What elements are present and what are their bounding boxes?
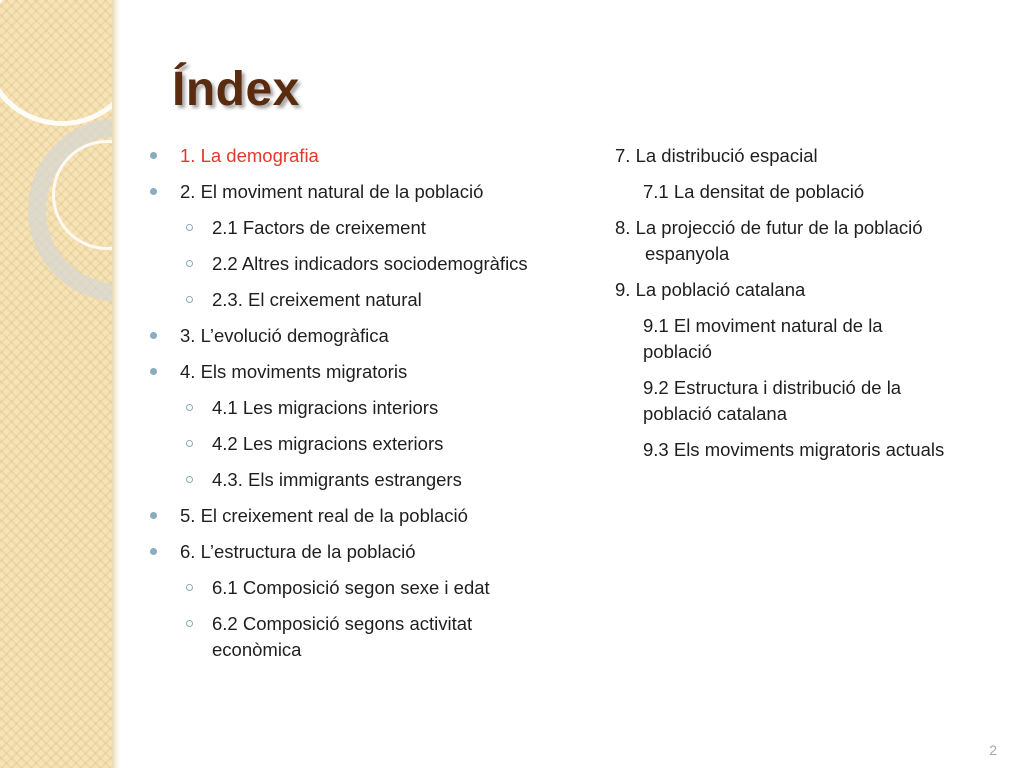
side-band-edge [112,0,121,768]
index-item-label: 4. Els moviments migratoris [180,361,408,382]
index-right-column [615,143,1005,473]
index-item-2-3[interactable] [150,287,550,313]
sub-bullet-icon [186,404,193,411]
bullet-icon [150,548,157,555]
index-item-4-3[interactable] [150,467,550,493]
index-item-3[interactable] [150,323,550,349]
index-item-9-1[interactable] [615,313,943,365]
index-item-label: 9.2 Estructura i distribució de la població catalana [643,377,902,424]
sub-bullet-icon [186,296,193,303]
index-item-6-2[interactable] [150,611,550,663]
index-item-6[interactable] [150,539,550,565]
index-item-label: 6.1 Composició segon sexe i edat [212,577,490,598]
sub-bullet-icon [186,260,193,267]
index-item-9[interactable] [615,277,1005,303]
index-item-label: 6. L’estructura de la població [180,541,416,562]
index-item-label: 9.1 El moviment natural de la població [643,315,883,362]
index-item-9-2[interactable] [615,375,943,427]
index-item-2-2[interactable] [150,251,550,277]
decorative-circle-icon [0,0,112,126]
index-item-label: 1. La demografia [180,145,319,166]
slide-title: Índex [172,63,300,116]
index-item-4-2[interactable] [150,431,550,457]
index-item-label: 4.3. Els immigrants estrangers [212,469,462,490]
index-item-label: 4.2 Les migracions exteriors [212,433,444,454]
index-item-label: 3. L’evolució demogràfica [180,325,389,346]
index-item-7[interactable] [615,143,1005,169]
index-left-column [150,143,550,673]
bullet-icon [150,368,157,375]
decorative-side-band [0,0,112,768]
index-item-label: 2.1 Factors de creixement [212,217,426,238]
index-item-label: 9.3 Els moviments migratoris actuals [643,439,945,460]
index-item-4-1[interactable] [150,395,550,421]
sub-bullet-icon [186,584,193,591]
index-item-6-1[interactable] [150,575,550,601]
index-item-9-3[interactable] [615,437,1005,463]
index-item-label: 6.2 Composició segons activitat econòmica [212,613,473,660]
bullet-icon [150,188,157,195]
bullet-icon [150,332,157,339]
sub-bullet-icon [186,440,193,447]
index-item-label: 5. El creixement real de la població [180,505,468,526]
index-item-label: 8. La projecció de futur de la població [615,217,923,238]
sub-bullet-icon [186,620,193,627]
index-item-label-continuation: espanyola [645,243,730,264]
index-item-5[interactable] [150,503,550,529]
index-item-label: 2. El moviment natural de la població [180,181,484,202]
index-item-7-1[interactable] [615,179,1005,205]
index-item-label: 9. La població catalana [615,279,806,300]
index-item-label: 4.1 Les migracions interiors [212,397,439,418]
sub-bullet-icon [186,224,193,231]
index-item-1[interactable] [150,143,550,169]
index-item-label: 2.3. El creixement natural [212,289,422,310]
page-number: 2 [989,742,997,758]
index-item-8[interactable] [615,215,1005,267]
index-item-label: 7.1 La densitat de població [643,181,865,202]
sub-bullet-icon [186,476,193,483]
bullet-icon [150,512,157,519]
index-item-2[interactable] [150,179,550,205]
index-item-4[interactable] [150,359,550,385]
index-item-2-1[interactable] [150,215,550,241]
index-item-label: 2.2 Altres indicadors sociodemogràfics [212,253,528,274]
index-item-label: 7. La distribució espacial [615,145,818,166]
bullet-icon [150,152,157,159]
